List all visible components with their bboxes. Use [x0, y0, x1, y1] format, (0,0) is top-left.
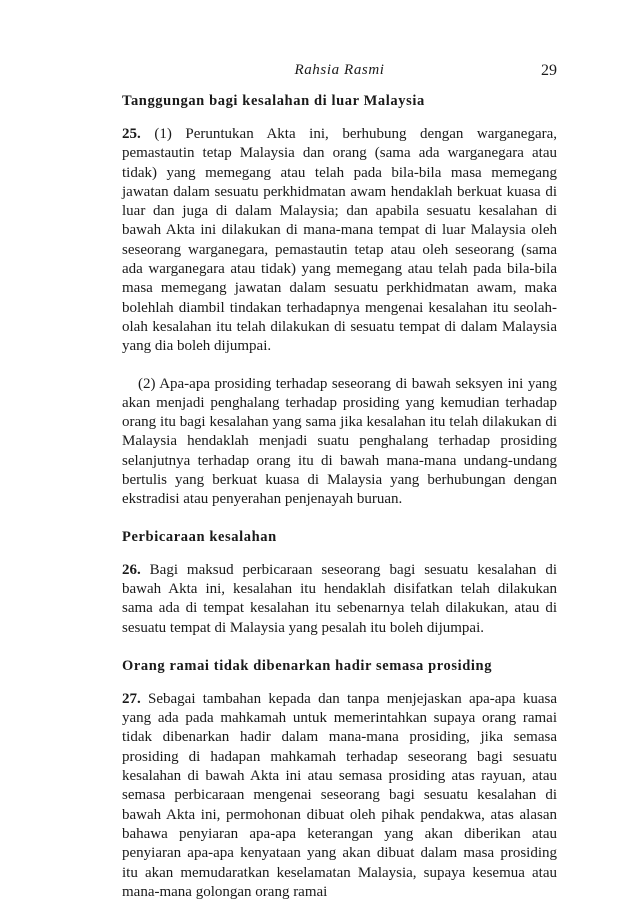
section-25-heading: Tanggungan bagi kesalahan di luar Malaysia — [122, 93, 425, 109]
section-26-text: Bagi maksud perbicaraan seseorang bagi sesuatu kesalahan di bawah Akta ini, kesalahan itu hendaklah disifatkan telah dilakukan sama ada di tempat kesalahan itu sebenarnya telah dilakukan, atau di sesuatu tempat di Malaysia yang pesalah itu boleh dijumpai. — [122, 561, 557, 636]
section-25-subsection-1 — [122, 125, 557, 357]
section-25-number: 25. — [122, 126, 141, 142]
document-body — [122, 90, 557, 902]
section-26-heading: Perbicaraan kesalahan — [122, 528, 277, 545]
running-header — [122, 62, 557, 84]
section-25-subsection-2 — [122, 375, 557, 510]
header-title: Rahsia Rasmi — [294, 62, 385, 78]
section-26-number: 26. — [122, 561, 141, 578]
section-27-text: Sebagai tambahan kepada dan tanpa menjejaskan apa-apa kuasa yang ada pada mahkamah untuk memerintahkan supaya orang ramai tidak dibenarkan hadir dalam mana-mana prosiding, jika semasa prosiding di hadapan mahkamah terhadap seseorang bagi sesuatu kesalahan di bawah Akta ini atau semasa prosiding atas rayuan, atau semasa perbicaraan mengenai seseorang bagi sesuatu kesalahan di bawah Akta ini, permohonan dibuat oleh pihak pendakwa, atas alasan bahawa penyiaran apa-apa keterangan yang akan diberikan atau penyiaran apa-apa kenyataan yang akan dibuat dalam masa prosiding itu akan memudaratkan keselamatan Malaysia, supaya kesemua atau mana-mana golongan orang ramai — [122, 690, 558, 900]
section-27-heading: Orang ramai tidak dibenarkan hadir semasa prosiding — [122, 657, 493, 674]
section-26-paragraph — [122, 561, 557, 638]
section-27-number: 27. — [122, 690, 141, 707]
page-number: 29 — [541, 62, 557, 79]
section-27-paragraph — [122, 690, 557, 902]
section-25-subsection-2-text: (2) Apa-apa prosiding terhadap seseorang di bawah seksyen ini yang akan menjadi penghalang terhadap prosiding yang kemudian terhadap orang itu bagi kesalahan yang sama jika kesalahan itu telah dilakukan di Malaysia hendaklah menjadi suatu penghalang terhadap prosiding selanjutnya terhadap orang itu di bawah mana-mana undang-undang bertulis yang berkuat kuasa di Malaysia yang berhubungan dengan ekstradisi atau penyerahan penjenayah buruan. — [122, 375, 557, 508]
section-25-subsection-1-text: (1) Peruntukan Akta ini, berhubung dengan warganegara, pemastautin tetap Malaysia dan orang (sama ada warganegara atau tidak) yang memegang atau telah pada bila-bila masa memegang jawatan dalam sesuatu perkhidmatan awam hendaklah berkuat kuasa di luar dan juga di dalam Malaysia; dan apabila sesuatu kesalahan di bawah Akta ini dilakukan di mana-mana tempat di luar Malaysia oleh seseorang warganegara, pemastautin tetap atau oleh seseorang (sama ada warganegara atau tidak) yang memegang atau telah pada bila-bila masa memegang jawatan dalam sesuatu perkhidmatan awam, maka bolehlah diambil tindakan terhadapnya mengenai kesalahan itu seolah-olah kesalahan itu telah dilakukan di sesuatu tempat di dalam Malaysia yang dia boleh dijumpai. — [122, 126, 558, 355]
